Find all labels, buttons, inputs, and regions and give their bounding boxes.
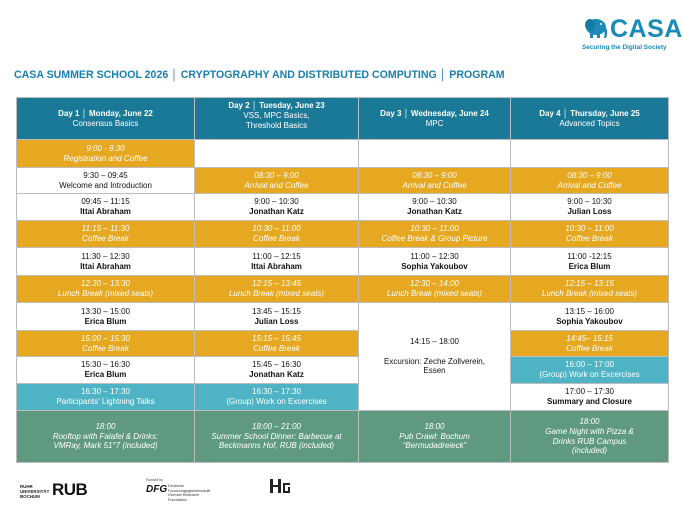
dfg-name: Deutsche Forschungsgemeinschaft German Research Foundation [168, 484, 211, 502]
session-time: 10:30 – 11:00 [565, 224, 614, 234]
session-name: Coffee Break [82, 234, 129, 243]
day-header-4: Day 4 │ Thursday, June 25 Advanced Topics [511, 98, 669, 140]
day-label: Day 1 [58, 108, 80, 118]
session-cell [359, 194, 511, 221]
session-cell [195, 276, 359, 303]
session-name: Lunch Break (mixed seats) [541, 289, 638, 298]
session-name: Participants' Lightning Talks [56, 397, 155, 406]
evening-cell [511, 411, 669, 463]
day-date: Wednesday, June 24 [410, 108, 489, 118]
table-row [17, 194, 669, 221]
session-cell [511, 248, 669, 276]
session-time: 15:00 – 15:30 [81, 333, 130, 343]
evening-cell [195, 411, 359, 463]
empty-cell [195, 140, 359, 168]
session-time: 12:15 – 13:45 [252, 279, 301, 289]
session-time: 13:30 – 15:00 [81, 306, 130, 316]
dfg-logo [146, 478, 216, 500]
session-cell [17, 384, 195, 411]
table-row [17, 276, 669, 303]
table-row [17, 411, 669, 463]
evening-cell [17, 411, 195, 463]
day-topic: Consensus Basics [72, 118, 139, 128]
session-cell [359, 276, 511, 303]
session-time: 18:00 – 21:00 [252, 421, 301, 431]
empty-cell [511, 140, 669, 168]
session-name: Jonathan Katz [407, 207, 462, 216]
session-time: 18:00 [579, 417, 600, 426]
table-row [17, 357, 669, 384]
session-time: 13:45 – 15:15 [252, 306, 301, 316]
session-cell [195, 168, 359, 194]
session-name: (Group) Work on Excercises [226, 397, 327, 406]
session-cell [511, 357, 669, 384]
excursion-cell [359, 303, 511, 411]
session-cell [195, 248, 359, 276]
day-header-2: Day 2 │ Tuesday, June 23 VSS, MPC Basics, Threshold Basics [195, 98, 359, 140]
session-time: 11:30 – 12:30 [81, 251, 130, 261]
session-name: Rooftop with Falafel & Drinks: VMRay, Mark 51°7 (included) [52, 431, 159, 451]
session-cell [17, 248, 195, 276]
hgi-logo-icon [268, 477, 292, 497]
day-label: Day 4 [539, 108, 561, 118]
session-time: 10:30 – 11:00 [252, 224, 301, 234]
session-time: 15:15 – 15:45 [252, 333, 301, 343]
session-cell [17, 140, 195, 168]
session-name: Coffee Break [253, 343, 300, 353]
table-row [17, 221, 669, 248]
session-time: 11:00 – 12:30 [410, 251, 459, 261]
session-time: 12:15 – 13:15 [565, 279, 614, 289]
session-cell [511, 194, 669, 221]
session-cell [511, 276, 669, 303]
session-name: Julian Loss [254, 316, 299, 326]
session-cell [17, 331, 195, 357]
session-name: Lunch Break (mixed seats) [228, 289, 325, 298]
day-date: Thursday, June 25 [570, 108, 640, 118]
session-cell [511, 384, 669, 411]
session-name: Jonathan Katz [249, 207, 304, 216]
day-date: Tuesday, June 23 [259, 101, 325, 110]
table-row [17, 331, 669, 357]
session-cell [359, 248, 511, 276]
logo-wordmark: CASA [610, 15, 683, 43]
session-cell [17, 221, 195, 248]
session-name: Erica Blum [84, 316, 127, 326]
session-time: 11:00 – 12:15 [252, 251, 301, 261]
day-label: Day 3 [380, 108, 402, 118]
session-name: Game Night with Pizza & Drinks RUB Campus (included) [545, 426, 634, 456]
rub-logo: RUB [52, 480, 88, 499]
session-time: 11:00 -12:15 [567, 251, 612, 261]
session-name: Summer School Dinner: Barbecue at Beckmanns Hof, RUB (included) [211, 431, 342, 451]
dfg-funded-label: Funded by [146, 478, 163, 482]
day-topic: MPC [425, 118, 444, 128]
session-cell [511, 168, 669, 194]
session-name: Lunch Break (mixed seats) [386, 289, 483, 298]
session-time: 14:45– 15:15 [566, 333, 613, 343]
session-cell [511, 221, 669, 248]
session-cell [195, 221, 359, 248]
program-table [16, 97, 669, 463]
session-name: (Group) Work on Excercises [539, 370, 640, 379]
dfg-wordmark: DFG [146, 484, 168, 495]
session-name: Excursion: Zeche Zollverein, Essen [384, 356, 485, 376]
session-time: 12:30 – 14:00 [410, 279, 459, 289]
session-cell [359, 221, 511, 248]
session-time: 9:00 - 9:30 [86, 143, 125, 153]
table-row [17, 248, 669, 276]
day-header-3: Day 3 │ Wednesday, June 24 MPC [359, 98, 511, 140]
session-cell [17, 357, 195, 384]
footer [0, 472, 683, 512]
session-time: 18:00 [424, 421, 445, 431]
session-name: Coffee Break & Group Picture [381, 234, 488, 243]
session-time: 14:15 – 18:00 [410, 337, 459, 346]
session-name: Ittai Abraham [251, 261, 302, 271]
session-cell [195, 384, 359, 411]
session-name: Welcome and Introduction [59, 180, 152, 190]
empty-cell [359, 140, 511, 168]
session-name: Coffee Break [82, 343, 129, 353]
session-cell [359, 168, 511, 194]
session-name: Registration and Coffee [63, 153, 148, 163]
session-name: Ittai Abraham [80, 261, 131, 271]
table-row [17, 303, 669, 331]
document-title: CASA SUMMER SCHOOL 2026 │ CRYPTOGRAPHY AND DISTRIBUTED COMPUTING │ PROGRAM [14, 69, 505, 81]
session-time: 9:00 – 10:30 [254, 197, 299, 207]
session-cell [17, 276, 195, 303]
session-name: Arrival and Coffee [402, 180, 467, 190]
session-name: Lunch Break (mixed seats) [57, 289, 154, 298]
table-row [17, 168, 669, 194]
session-cell [195, 303, 359, 331]
session-name: Sophia Yakoubov [556, 316, 623, 326]
session-time: 9:00 – 10:30 [567, 197, 612, 207]
session-name: Sophia Yakoubov [401, 261, 468, 271]
table-row [17, 140, 669, 168]
session-name: Julian Loss [567, 207, 612, 216]
rub-university-name: RUHR UNIVERSITÄT BOCHUM [20, 484, 50, 500]
session-time: 16:00 – 17:00 [565, 360, 614, 370]
session-cell [195, 357, 359, 384]
session-time: 9:30 – 09:45 [83, 170, 128, 180]
session-name: Ittai Abraham [80, 207, 131, 216]
logo-tagline: Securing the Digital Society [582, 44, 667, 51]
day-date: Monday, June 22 [88, 108, 153, 118]
day-topic: Advanced Topics [559, 118, 620, 128]
session-name: Arrival and Coffee [244, 180, 309, 190]
day-label: Day 2 [228, 101, 250, 110]
day-header-1: Day 1 │ Monday, June 22 Consensus Basics [17, 98, 195, 140]
session-name: Erica Blum [568, 261, 611, 271]
session-time: 15:30 – 16:30 [81, 360, 130, 370]
session-cell [17, 168, 195, 194]
session-time: 16:30 – 17:30 [81, 387, 130, 397]
elephant-icon [582, 14, 610, 42]
session-time: 17:00 – 17:30 [565, 387, 614, 397]
session-cell [195, 331, 359, 357]
session-time: 9:00 – 10:30 [412, 197, 457, 207]
session-time: 08:30 – 9:00 [567, 170, 612, 180]
session-time: 08:30 – 9:00 [254, 170, 299, 180]
session-cell [17, 194, 195, 221]
session-time: 08:30 – 9:00 [412, 170, 457, 180]
session-time: 15:45 – 16:30 [252, 360, 301, 370]
session-time: 11:15 – 11:30 [81, 224, 130, 234]
casa-logo [582, 14, 683, 54]
session-time: 16:30 – 17:30 [252, 387, 301, 397]
session-name: Coffee Break [566, 343, 613, 353]
evening-cell [359, 411, 511, 463]
table-row [17, 384, 669, 411]
session-cell [195, 194, 359, 221]
session-time: 09:45 – 11:15 [81, 197, 130, 207]
session-name: Summary and Closure [547, 397, 632, 406]
session-cell [511, 303, 669, 331]
session-time: 18:00 [95, 421, 116, 431]
session-time: 13:15 – 16:00 [565, 306, 614, 316]
session-cell [511, 331, 669, 357]
session-name: Arrival and Coffee [557, 180, 622, 190]
session-name: Coffee Break [566, 234, 613, 243]
session-cell [17, 303, 195, 331]
session-name: Coffee Break [253, 234, 300, 243]
session-time: 10:30 – 11:00 [410, 224, 459, 234]
day-topic: VSS, MPC Basics, Threshold Basics [243, 110, 310, 130]
session-time: 12:30 – 13:30 [81, 279, 130, 289]
session-name: Jonathan Katz [249, 370, 304, 379]
day-header-row [17, 98, 669, 140]
session-name: Pub Crawl: Bochum “Bermudadreieck” [399, 431, 470, 451]
session-name: Erica Blum [84, 370, 127, 379]
